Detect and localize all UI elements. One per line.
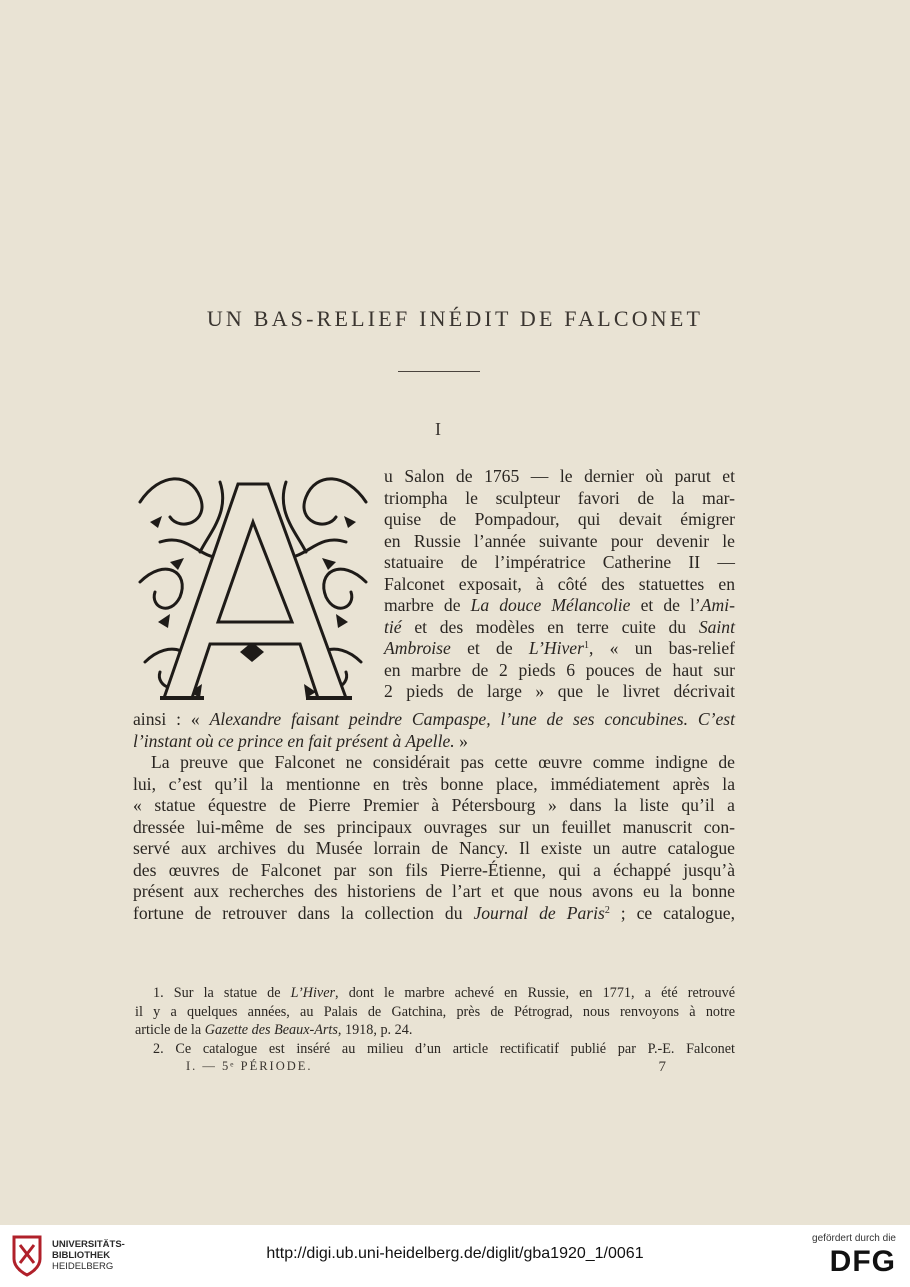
footnote-line: 2. Ce catalogue est inséré au milieu d’un article rectificatif publié par P.-E. Falconet — [153, 1040, 735, 1057]
text-line: ainsi : « Alexandre faisant peindre Campaspe, l’une de ses concubines. C’est — [133, 709, 735, 729]
text-line: quise de Pompadour, qui devait émigrer — [384, 509, 735, 529]
text-line: « statue équestre de Pierre Premier à Pétersbourg » dans la liste qu’il a — [133, 795, 735, 815]
footnote-line: article de la Gazette des Beaux-Arts, 1918, p. 24. — [135, 1022, 413, 1038]
text-line: en marbre de 2 pieds 6 pouces de haut sur — [384, 659, 735, 680]
text-line: en Russie l’année suivante pour devenir le — [384, 530, 735, 551]
text-line: La preuve que Falconet ne considérait pas cette œuvre comme indigne de — [151, 752, 735, 772]
text-line: lui, c’est qu’il la mentionne en très bonne place, immédiatement après la — [133, 773, 735, 794]
text-line: des œuvres de Falconet par son fils Pierre-Étienne, qui a échappé jusqu’à — [133, 859, 735, 880]
section-number: I — [435, 419, 441, 439]
dfg-logo: DFG — [829, 1245, 896, 1278]
dropcap-ornament — [130, 462, 376, 708]
title-divider — [398, 371, 480, 372]
footnote-line: il y a quelques années, au Palais de Gatchina, près de Pétrograd, nous renvoyons à notre — [135, 1003, 735, 1020]
viewer-footer-bar — [0, 1225, 910, 1287]
permalink-url[interactable]: http://digi.ub.uni-heidelberg.de/diglit/gba1920_1/0061 — [266, 1245, 644, 1262]
funding-caption: gefördert durch die — [812, 1233, 896, 1244]
text-line: triompha le sculpteur favori de la mar- — [384, 487, 735, 508]
footnotes — [135, 984, 735, 1058]
text-line: tié et des modèles en terre cuite du Saint — [384, 616, 735, 637]
text-line: 2 pieds de large » que le livret décrivait — [384, 681, 735, 701]
text-line: l’instant où ce prince en fait présent à Apelle. » — [133, 730, 468, 751]
signature-mark: I. — 5ᵉ PÉRIODE. — [186, 1059, 313, 1073]
text-line: servé aux archives du Musée lorrain de Nancy. Il existe un autre catalogue — [133, 838, 735, 858]
text-line: présent aux recherches des historiens de l’art et que nous avons eu la bonne — [133, 881, 735, 901]
footnote-ref: 1 — [583, 640, 589, 651]
text-line: Ambroise et de L’Hiver$^1$, « un bas-relief — [384, 638, 735, 658]
text-line: u Salon de 1765 — le dernier où parut et — [384, 466, 735, 486]
article-title: UN BAS-RELIEF INÉDIT DE FALCONET — [206, 306, 704, 331]
page-footer — [186, 1059, 666, 1074]
footnote-line: 1. Sur la statue de L’Hiver, dont le marbre achevé en Russie, en 1771, a été retrouvé — [153, 985, 735, 1001]
body-text — [133, 709, 735, 924]
text-line: fortune de retrouver dans la collection du Journal de Paris$^2$ ; ce catalogue, — [133, 902, 735, 923]
text-line: Falconet exposait, à côté des statuettes en — [384, 573, 735, 594]
text-line: marbre de La douce Mélancolie et de l’Ami- — [384, 595, 735, 615]
intro-lines — [384, 466, 735, 703]
library-name: UNIVERSITÄTS- BIBLIOTHEK HEIDELBERG — [52, 1239, 125, 1272]
text-line: dressée lui-même de ses principaux ouvrages sur un feuillet manuscrit con- — [133, 816, 735, 837]
footnote-ref: 2 — [604, 904, 610, 916]
page-number: 7 — [658, 1059, 666, 1075]
text-line: statuaire de l’impératrice Catherine II — — [384, 552, 735, 572]
